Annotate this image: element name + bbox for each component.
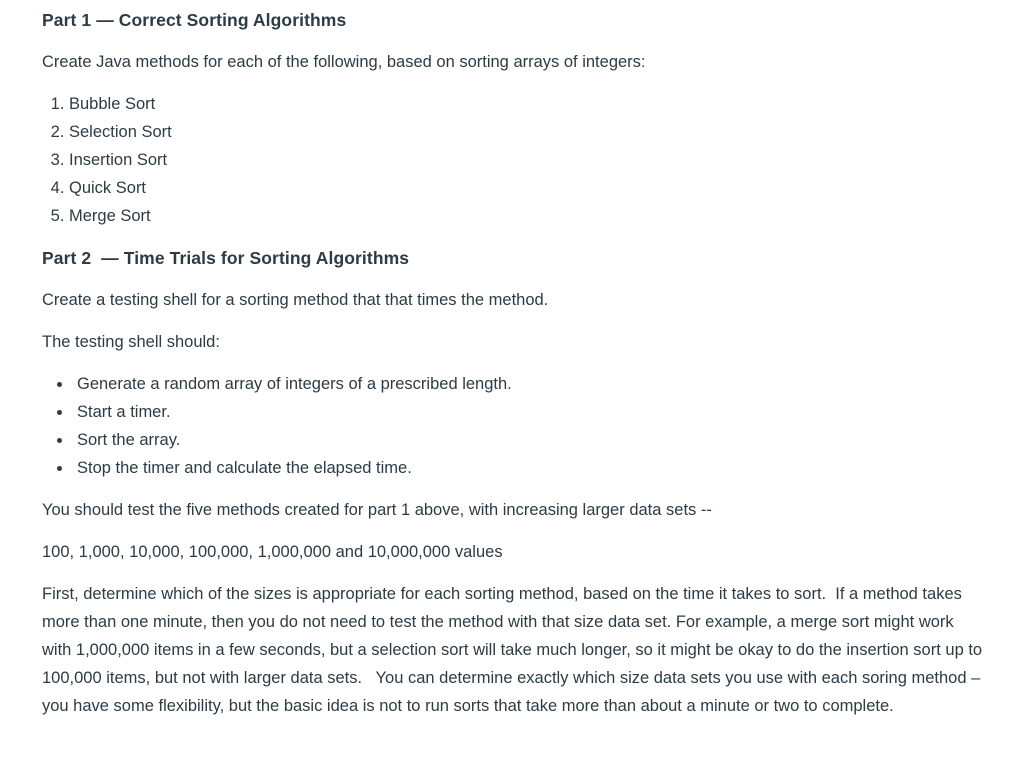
part2-intro: Create a testing shell for a sorting method that that times the method. [42, 291, 549, 309]
data-set-sizes-line: 100, 1,000, 10,000, 100,000, 1,000,000 and 10,000,000 values [42, 543, 503, 561]
list-item-bubble-sort: 1. Bubble Sort [69, 90, 986, 118]
assignment-description [42, 6, 986, 720]
list-item-stop-timer: • Stop the timer and calculate the elapsed time. [73, 454, 986, 482]
list-item-insertion-sort: 3. Insertion Sort [69, 146, 986, 174]
list-item-sort-array: • Sort the array. [73, 426, 986, 454]
part1-intro: Create Java methods for each of the following, based on sorting arrays of integers: [42, 53, 646, 71]
list-item-merge-sort: 5. Merge Sort [69, 202, 986, 230]
testing-shell-requirements-list [42, 370, 986, 482]
sorting-algorithms-list [42, 90, 986, 230]
size-selection-guidance-paragraph: First, determine which of the sizes is appropriate for each sorting method, based on the time it takes to sort. If a method takes more than one minute, then you do not need to test the method with that size data set. For example, a merge sort might work with 1,000,000 items in a few seconds, but a selection sort will take much longer, so it might be okay to do the insertion sort up to 100,000 items, but not with larger data sets. You can determine exactly which size data sets you use with each soring method – you have some flexibility, but the basic idea is not to run sorts that take more than about a minute or two to complete. [42, 585, 987, 715]
list-item-quick-sort: 4. Quick Sort [69, 174, 986, 202]
list-item-selection-sort: 2. Selection Sort [69, 118, 986, 146]
testing-shell-lead: The testing shell should: [42, 333, 220, 351]
list-item-generate-array: • Generate a random array of integers of a prescribed length. [73, 370, 986, 398]
part1-heading: Part 1 — Correct Sorting Algorithms [42, 10, 347, 30]
test-methods-note: You should test the five methods created for part 1 above, with increasing larger data sets -- [42, 501, 712, 519]
part2-heading: Part 2 — Time Trials for Sorting Algorithms [42, 248, 410, 268]
list-item-start-timer: • Start a timer. [73, 398, 986, 426]
